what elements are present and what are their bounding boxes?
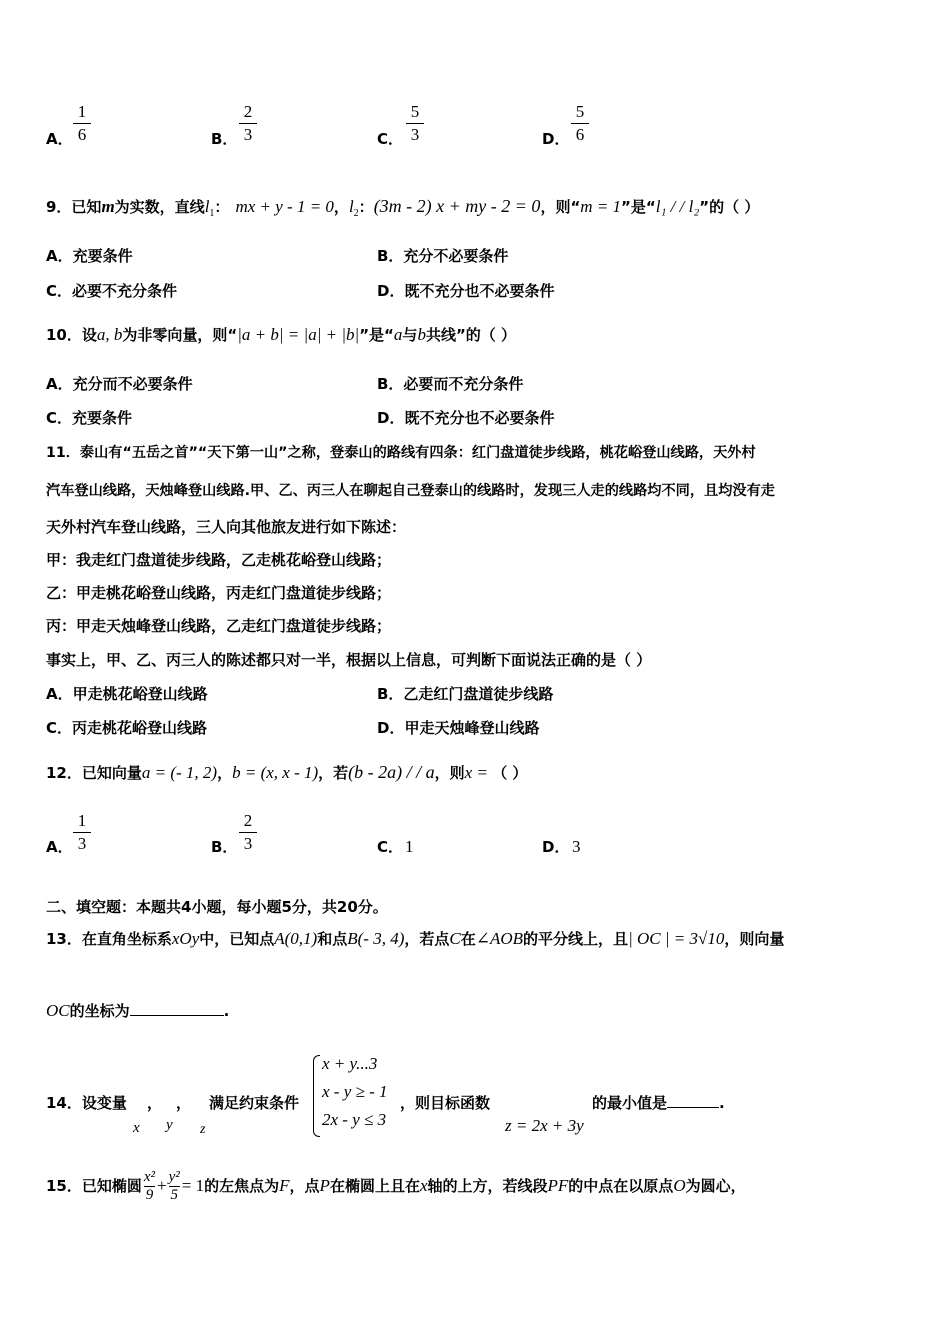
q15-y-num: y² [168,1169,180,1185]
q12-text-4: （ ） [492,764,528,782]
q8-option-d-den: 6 [571,123,589,146]
q11-statement-yi: 乙：甲走桃花峪登山线路，丙走红门盘道徒步线路； [46,584,392,602]
q13-period: . [223,1002,230,1020]
q8-option-d-num: 5 [575,102,585,121]
q15-text-2: 的左焦点为 [204,1177,280,1195]
q9-parallel: l₁ / / l₂ [655,197,700,216]
q14-sep-2: ， [176,1094,192,1112]
q9-comma: ， [333,198,349,216]
q8-option-b-label[interactable]: B． [211,130,238,148]
q11-line-3: 天外村汽车登山线路，三人向其他旅友进行如下陈述： [46,518,407,536]
q10-option-b[interactable]: B．必要而不充分条件 [377,375,524,393]
q13-text-5: 在 [460,930,476,948]
q8-option-c-den: 3 [406,123,424,146]
q14-var-y: y [166,1117,173,1133]
q13-oc-magnitude: | OC | = 3√10 [628,929,725,948]
q9-text-5: ”的（ ） [699,198,760,216]
q10-a: a [393,325,403,344]
q11-statement-bing: 丙：甲走天烛峰登山线路，乙走红门盘道徒步线路； [46,617,392,635]
q15-y-den: 5 [170,1187,178,1203]
q13-text-4: ，若点 [404,930,450,948]
q12-option-d-label[interactable]: D． [542,838,570,856]
q12-vector-a: a = (- 1, 2) [141,763,218,782]
q9-text-3: ，则“ [540,198,581,216]
q8-option-d-label[interactable]: D． [542,130,570,148]
q12-option-d-value: 3 [572,837,581,856]
q15-x-fraction [144,1169,155,1204]
q10-expression: |a + b| = |a| + |b| [237,325,360,344]
q15-text-1: 15．已知椭圆 [46,1177,142,1195]
q15-text-4: 在椭圆上且在 [329,1177,420,1195]
q10-text-5: 共线”的（ ） [425,326,517,344]
q8-option-a-den: 6 [73,123,91,146]
q12-text-2: ，若 [318,764,349,782]
q14-constraint-2: x - y ≥ - 1 [322,1082,388,1101]
q14-var-x: x [133,1120,140,1136]
q12-vector-b: b = (x, x - 1) [232,763,319,782]
q9-condition: m = 1 [580,197,622,216]
q12-option-a-label[interactable]: A． [46,838,73,856]
q15-pf: PF [547,1176,569,1195]
q15-x: x [419,1176,428,1195]
q8-option-d-fraction [571,101,589,146]
q9-option-a[interactable]: A．充要条件 [46,247,133,265]
q13-text-7: ，则向量 [724,930,785,948]
q15-o: O [673,1176,686,1195]
q12-option-c-label[interactable]: C． [377,838,404,856]
question-15: 15．已知椭圆 $\frac{\text{x²}}{9}$ + $\frac{\text{y²}}{5}$ = 1的左焦点为F，点P在椭圆上且在x轴的上方，若线段PF的中点在以原点O为圆心， [46,1169,746,1203]
q14-sep-1: ， [147,1094,163,1112]
q15-x-num: x² [143,1169,156,1185]
q10-text-4: 与 [402,326,418,344]
q9-l1-sub: 1 [209,208,215,219]
q12-comma: ， [217,764,233,782]
q8-option-a-label[interactable]: A． [46,130,73,148]
q15-text-6: 的中点在以原点 [568,1177,674,1195]
q14-period: . [719,1094,725,1112]
q9-text-4: ”是“ [621,198,656,216]
q11-line-1: 11．泰山有“五岳之首”“天下第一山”之称，登泰山的路线有四条：红门盘道徒步线路，桃花峪登山线路，天外村 [46,445,756,461]
q9-option-d[interactable]: D．既不充分也不必要条件 [377,282,555,300]
question-12 [46,754,527,791]
q11-line-2: 汽车登山线路，天烛峰登山线路.甲、乙、丙三人在聊起自己登泰山的线路时，发现三人走的线路均不同，且均没有走 [46,483,775,499]
q8-option-b-den: 3 [239,123,257,146]
q15-p: P [319,1176,330,1195]
q9-colon-1: ： [214,198,230,216]
q12-option-b-label[interactable]: B． [211,838,238,856]
q13-oc: OC [46,1001,70,1020]
q13-text-1: 13．在直角坐标系 [46,930,172,948]
q8-option-b-fraction [239,101,257,146]
q15-text-7: 为圆心， [685,1177,746,1195]
q11-statement-jia: 甲：我走红门盘道徒步线路，乙走桃花峪登山线路； [46,551,392,569]
question-13 [46,922,784,956]
q9-colon-2: ： [358,198,374,216]
q10-b: b [417,325,426,344]
q13-answer-blank[interactable] [130,1015,224,1016]
q12-option-a-den: 3 [73,832,91,855]
q14-text-4: 的最小值是 [592,1094,668,1112]
q12-condition: (b - 2a) / / a [348,762,435,782]
q12-text-3: ，则 [434,764,465,782]
q14-tail [592,1092,725,1113]
q9-option-c[interactable]: C．必要不充分条件 [46,282,178,300]
q11-option-c[interactable]: C．丙走桃花峪登山线路 [46,719,208,737]
q13-angle: ∠AOB [475,929,524,948]
q13-text-8: 的坐标为 [69,1002,130,1020]
q10-option-d[interactable]: D．既不充分也不必要条件 [377,409,555,427]
q8-option-a-fraction [73,101,91,146]
q9-l2: l [348,197,354,216]
q10-text-2: 为非零向量，则“ [122,326,238,344]
q13-point-c: C [449,929,461,948]
question-10 [46,318,516,352]
q13-text-3: 和点 [317,930,348,948]
q12-option-b-den: 3 [239,832,257,855]
q9-text-2: 为实数，直线 [114,198,205,216]
q8-option-c-fraction [406,101,424,146]
q11-option-a[interactable]: A．甲走桃花峪登山线路 [46,685,208,703]
q9-text-1: 9．已知 [46,198,102,216]
q15-text-3: ，点 [289,1177,320,1195]
q14-text-1: 14．设变量 [46,1094,127,1112]
q15-y-fraction [169,1169,180,1204]
q13-point-b: B(- 3, 4) [347,929,405,948]
q10-option-a[interactable]: A．充分而不必要条件 [46,375,193,393]
q9-equation-1: mx + y - 1 = 0 [235,197,334,216]
q12-x: x = [464,763,493,782]
q15-f: F [279,1176,290,1195]
q8-option-c-label[interactable]: C． [377,130,404,148]
q9-option-b[interactable]: B．充分不必要条件 [377,247,509,265]
q13-text-2: 中，已知点 [199,930,275,948]
q14-objective: z = 2x + 3y [505,1116,584,1135]
q10-text-3: ”是“ [359,326,394,344]
q10-option-c[interactable]: C．充要条件 [46,409,133,427]
q8-option-c-num: 5 [410,102,420,121]
q14-brace [313,1055,320,1137]
question-9 [46,188,759,232]
q13-line-2 [46,996,229,1026]
q15-text-5: 轴的上方，若线段 [427,1177,548,1195]
q12-option-a-fraction [73,810,91,855]
q14-answer-blank[interactable] [667,1107,719,1108]
q13-text-6: 的平分线上，且 [523,930,629,948]
q10-ab: a, b [96,325,123,344]
q13-xoy: xOy [171,929,200,948]
q9-equation-2: (3m - 2) x + my - 2 = 0 [373,196,541,216]
q14-text-3: ，则目标函数 [400,1094,491,1112]
q11-option-d[interactable]: D．甲走天烛峰登山线路 [377,719,540,737]
q14-constraint-1: x + y...3 [322,1054,378,1073]
q8-option-a-num: 1 [77,102,87,121]
q12-option-b-num: 2 [243,811,253,830]
section-2-heading: 二、填空题：本题共4小题，每小题5分，共20分。 [46,898,388,916]
q12-text-1: 12．已知向量 [46,764,142,782]
q9-l1: l [204,197,210,216]
q8-option-b-num: 2 [243,102,253,121]
q9-l2-sub: 2 [353,208,359,219]
q12-option-a-num: 1 [77,811,87,830]
q14-constraint-3: 2x - y ≤ 3 [322,1110,387,1129]
q13-point-a: A(0,1) [274,929,318,948]
q14-var-z: z [200,1122,206,1137]
q11-question: 事实上，甲、乙、丙三人的陈述都只对一半，根据以上信息，可判断下面说法正确的是（ ） [46,651,652,669]
q12-option-c-value: 1 [405,837,414,856]
q11-option-b[interactable]: B．乙走红门盘道徒步线路 [377,685,554,703]
q15-x-den: 9 [145,1187,154,1203]
q12-option-b-fraction [239,810,257,855]
q10-text-1: 10．设 [46,326,97,344]
q9-m: m [101,197,115,216]
q15-equals: = 1 [181,1176,205,1195]
q14-text-2: 满足约束条件 [209,1094,300,1112]
